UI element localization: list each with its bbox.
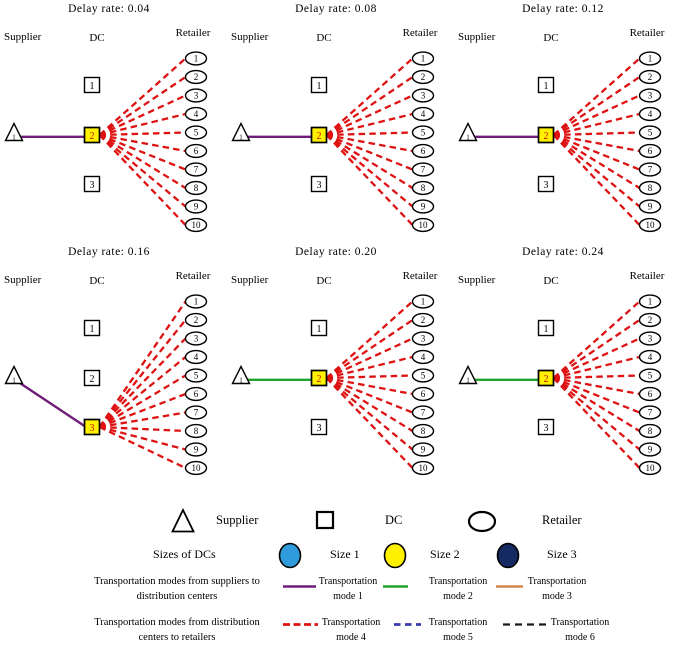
retailer-node-label: 4	[647, 352, 653, 363]
retailer-node-label: 8	[193, 426, 199, 437]
panel-title: Delay rate: 0.16	[68, 246, 150, 258]
retailer-node-label: 2	[420, 315, 426, 326]
column-label-retailer: Retailer	[629, 270, 665, 282]
dc-node-label: 1	[316, 323, 322, 335]
size2-swatch-icon	[383, 542, 407, 569]
column-label-retailer: Retailer	[629, 27, 665, 39]
retailer-node-label: 10	[191, 463, 201, 474]
size1-label: Size 1	[330, 547, 360, 561]
legend-retailer-ellipse-icon	[467, 510, 497, 533]
retailer-node-label: 2	[420, 72, 426, 83]
column-label-retailer: Retailer	[402, 270, 438, 282]
retailer-node-label: 5	[647, 370, 653, 381]
dc-node-label: 2	[316, 373, 322, 385]
retailer-node-label: 6	[420, 146, 426, 157]
supplier-node-label: 1	[239, 133, 243, 142]
retailer-node-label: 6	[193, 389, 199, 400]
dc-node-label: 2	[543, 130, 549, 142]
mode3-line-sample	[496, 582, 523, 590]
retailer-node-label: 2	[647, 72, 653, 83]
column-label-dc: DC	[89, 275, 105, 287]
mode3-label: Transportation mode 3	[527, 576, 587, 602]
dc-node-label: 3	[316, 422, 322, 434]
size1-swatch-icon	[278, 542, 302, 569]
retailer-node-label: 8	[647, 426, 653, 437]
dc-node-label: 3	[316, 179, 322, 191]
panel-title: Delay rate: 0.24	[522, 246, 604, 258]
mode5-line-sample	[394, 620, 421, 628]
panel-title: Delay rate: 0.04	[68, 3, 150, 15]
retailer-node-label: 5	[647, 127, 653, 138]
retailer-node-label: 3	[193, 333, 199, 344]
retailer-node-label: 9	[420, 444, 426, 455]
retailer-node-label: 1	[647, 53, 653, 64]
retailer-node-label: 4	[420, 352, 426, 363]
column-label-supplier: Supplier	[231, 31, 269, 43]
retailer-node-label: 6	[647, 146, 653, 157]
supplier-node-label: 1	[239, 376, 243, 385]
column-label-retailer: Retailer	[175, 270, 211, 282]
column-label-supplier: Supplier	[231, 274, 269, 286]
mode4-line-sample	[283, 620, 318, 628]
supplier-node-label: 1	[466, 376, 470, 385]
retailer-node-label: 5	[420, 127, 426, 138]
dc-node-label: 3	[543, 422, 549, 434]
dc-node-label: 1	[316, 80, 322, 92]
column-label-supplier: Supplier	[458, 31, 496, 43]
mode2-line-sample	[383, 582, 408, 590]
legend-dc-square-icon	[315, 510, 335, 530]
retailer-node-label: 10	[418, 220, 428, 231]
retailer-node-label: 6	[193, 146, 199, 157]
dc-node-label: 3	[89, 179, 95, 191]
retailer-node-label: 8	[647, 183, 653, 194]
retailer-node-label: 3	[193, 90, 199, 101]
retailer-node-label: 1	[420, 53, 426, 64]
mode2-label: Transportation mode 2	[428, 576, 488, 602]
legend-retailer-label: Retailer	[542, 513, 582, 527]
column-label-supplier: Supplier	[458, 274, 496, 286]
retailer-node-label: 10	[645, 463, 655, 474]
retailer-node-label: 7	[420, 407, 426, 418]
retailer-node-label: 3	[420, 333, 426, 344]
retailer-node-label: 4	[193, 109, 199, 120]
retailer-node-label: 10	[191, 220, 201, 231]
column-label-supplier: Supplier	[4, 31, 42, 43]
panel-title: Delay rate: 0.20	[295, 246, 377, 258]
retailer-node-label: 9	[193, 201, 199, 212]
retailer-node-label: 9	[193, 444, 199, 455]
retailer-node-label: 4	[420, 109, 426, 120]
dc-node-label: 3	[543, 179, 549, 191]
retailer-node-label: 3	[420, 90, 426, 101]
retailer-node-label: 10	[645, 220, 655, 231]
retailer-node-label: 9	[420, 201, 426, 212]
mode5-label: Transportation mode 5	[428, 617, 488, 643]
retailer-node-label: 1	[647, 296, 653, 307]
retailer-node-label: 2	[193, 72, 199, 83]
mode6-line-sample	[503, 620, 546, 628]
retailer-node-label: 6	[647, 389, 653, 400]
retailer-node-label: 5	[420, 370, 426, 381]
retailer-node-label: 2	[193, 315, 199, 326]
retailer-node-label: 1	[420, 296, 426, 307]
legend-dc-label: DC	[385, 513, 403, 527]
column-label-dc: DC	[316, 275, 332, 287]
retailer-node-label: 7	[647, 407, 653, 418]
column-label-supplier: Supplier	[4, 274, 42, 286]
mode6-label: Transportation mode 6	[550, 617, 610, 643]
retailer-node-label: 8	[420, 426, 426, 437]
retailer-node-label: 5	[193, 127, 199, 138]
mode4-label: Transportation mode 4	[321, 617, 381, 643]
column-label-dc: DC	[543, 32, 559, 44]
retailer-node-label: 9	[647, 444, 653, 455]
dc-node-label: 1	[89, 80, 95, 92]
supplier-node-label: 1	[12, 133, 16, 142]
retailer-node-label: 7	[420, 164, 426, 175]
retailer-node-label: 1	[193, 296, 199, 307]
size3-label: Size 3	[547, 547, 577, 561]
retailer-node-label: 5	[193, 370, 199, 381]
legend-supplier-triangle-icon	[170, 507, 196, 534]
dc-node-label: 2	[316, 130, 322, 142]
retailer-node-label: 9	[647, 201, 653, 212]
size2-label: Size 2	[430, 547, 460, 561]
dc-node-label: 2	[543, 373, 549, 385]
legend-supplier-label: Supplier	[216, 513, 259, 527]
retailer-node-label: 7	[647, 164, 653, 175]
column-label-dc: DC	[543, 275, 559, 287]
retailer-modes-caption: Transportation modes from distribution centers to retailers	[94, 617, 260, 643]
retailer-node-label: 8	[193, 183, 199, 194]
size3-swatch-icon	[496, 542, 520, 569]
retailer-node-label: 6	[420, 389, 426, 400]
retailer-node-label: 10	[418, 463, 428, 474]
supplier-node-label: 1	[466, 133, 470, 142]
retailer-node-label: 3	[647, 333, 653, 344]
dc-node-label: 1	[543, 80, 549, 92]
supplier-modes-caption: Transportation modes from suppliers to distribution centers	[94, 576, 260, 602]
retailer-node-label: 3	[647, 90, 653, 101]
column-label-dc: DC	[316, 32, 332, 44]
dc-node-label: 1	[89, 323, 95, 335]
column-label-retailer: Retailer	[402, 27, 438, 39]
dc-node-label: 2	[89, 373, 95, 385]
retailer-node-label: 7	[193, 407, 199, 418]
retailer-node-label: 2	[647, 315, 653, 326]
dc-node-label: 1	[543, 323, 549, 335]
dc-node-label: 2	[89, 130, 95, 142]
retailer-node-label: 4	[193, 352, 199, 363]
retailer-node-label: 4	[647, 109, 653, 120]
panel-title: Delay rate: 0.12	[522, 3, 604, 15]
mode1-label: Transportation mode 1	[318, 576, 378, 602]
panel-title: Delay rate: 0.08	[295, 3, 377, 15]
column-label-retailer: Retailer	[175, 27, 211, 39]
dc-node-label: 3	[89, 422, 95, 434]
retailer-node-label: 7	[193, 164, 199, 175]
dc-sizes-caption: Sizes of DCs	[153, 547, 216, 561]
column-label-dc: DC	[89, 32, 105, 44]
retailer-node-label: 8	[420, 183, 426, 194]
retailer-node-label: 1	[193, 53, 199, 64]
supplier-node-label: 1	[12, 376, 16, 385]
mode1-line-sample	[283, 582, 316, 590]
